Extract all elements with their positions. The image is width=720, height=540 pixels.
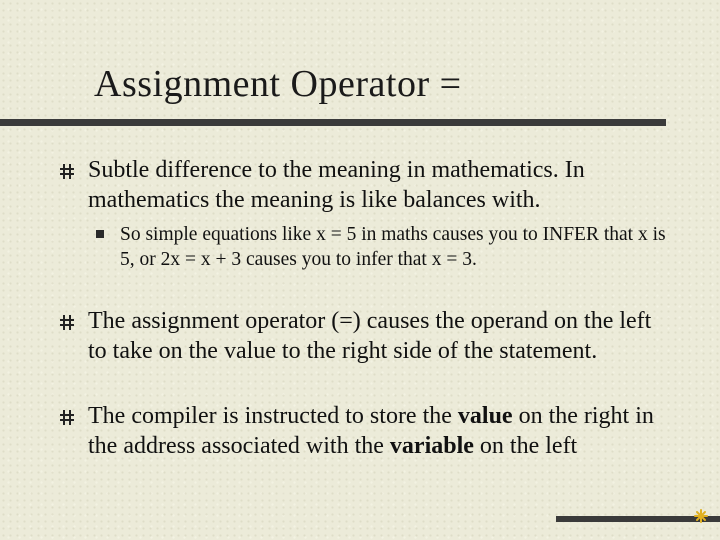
text-run: on the right in the address associated with the — [88, 403, 654, 459]
square-bullet-icon — [96, 230, 104, 238]
text-run: on the left — [473, 433, 578, 459]
bullet-item-2 — [60, 306, 660, 366]
bold-term-value: value — [457, 403, 513, 429]
sub-bullet-item-1 — [96, 222, 676, 272]
bullet-text: Subtle difference to the meaning in mathematics. In mathematics the meaning is like balances with. — [88, 157, 585, 213]
text-run: The compiler is instructed to store the — [88, 403, 458, 429]
hash-bullet-icon — [60, 164, 74, 179]
title-divider — [0, 119, 666, 126]
star-icon — [694, 509, 708, 523]
bullet-item-1 — [60, 155, 660, 215]
bold-term-variable: variable — [389, 433, 474, 459]
slide-title: Assignment Operator = — [94, 63, 462, 105]
bullet-text: The assignment operator (=) causes the operand on the left to take on the value to the right side of the statement. — [88, 308, 652, 364]
bullet-text — [60, 401, 660, 461]
sub-bullet-text: So simple equations like x = 5 in maths causes you to INFER that x is 5, or 2x = x + 3 causes you to infer that x = 3. — [120, 224, 666, 270]
hash-bullet-icon — [60, 410, 74, 425]
hash-bullet-icon — [60, 315, 74, 330]
bullet-item-3 — [60, 401, 660, 461]
